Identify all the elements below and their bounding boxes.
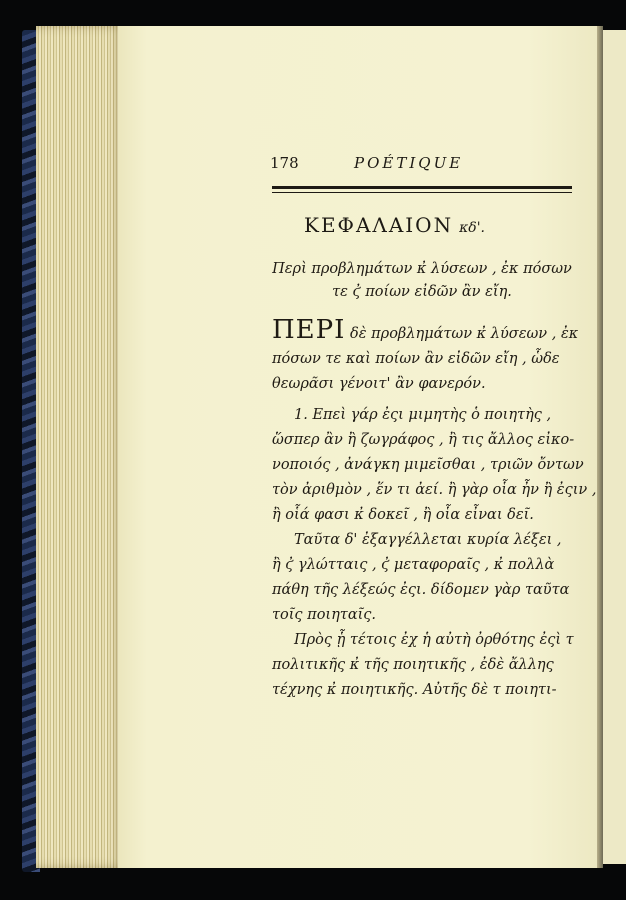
- paragraph-3: [272, 628, 572, 703]
- subtitle-line: τε ϛ̓ ποίων εἰδῶν ἂν εἴη.: [332, 284, 512, 300]
- facing-page-edge: [603, 30, 626, 864]
- text-line: πολιτικῆς κ̓ τῆς ποιητικῆς , ἐδὲ ἄλλης: [272, 657, 554, 673]
- text-line: πάθη τῆς λέξεώς ἐςι. δίδομεν γὰρ ταῦτα: [272, 582, 570, 598]
- text-line: ἢ οἷά φασι κ̓ δοκεῖ , ἢ οἷα εἶναι δεῖ.: [272, 507, 534, 523]
- page-edges-stack: [36, 26, 124, 868]
- subtitle-line: Περὶ προβλημάτων κ̓ λύσεων , ἐκ πόσων: [272, 261, 572, 277]
- drop-initial: ΠΕΡΙ: [272, 315, 346, 345]
- text-line: τέχνης κ̓ ποιητικῆς. Αὐτῆς δὲ τ ποιητι-: [272, 682, 557, 698]
- text-line: ἢ ϛ̓ γλώτταις , ϛ̓ μεταφοραῖς , κ̓ πολλὰ: [272, 557, 555, 573]
- text-line: τὸν ἀριθμὸν , ἕν τι ἀεί. ἢ γὰρ οἷα ἦν ἢ ἐςιν ,: [272, 482, 597, 498]
- intro-line: [272, 315, 579, 347]
- running-header: [270, 154, 570, 178]
- page-number: 178: [270, 154, 299, 172]
- chapter-number: κδ'.: [459, 220, 485, 236]
- text-line: τοῖς ποιηταῖς.: [272, 607, 377, 623]
- intro-line-text: δὲ προβλημάτων κ̓ λύσεων , ἐκ: [350, 326, 579, 342]
- running-title: POÉTIQUE: [354, 154, 464, 172]
- paragraph-1: [272, 403, 597, 528]
- chapter-heading: [304, 213, 564, 237]
- text-line: νοποιός , ἀνάγκη μιμεῖσθαι , τριῶν ὄντων: [272, 457, 584, 473]
- intro-line: θεωρᾶσι γένοιτ' ἂν φανερόν.: [272, 376, 486, 392]
- text-line: 1. Επεὶ γάρ ἐςι μιμητὴς ὁ ποιητὴς ,: [294, 407, 552, 423]
- chapter-subtitle: [272, 258, 572, 304]
- intro-line: πόσων τε καὶ ποίων ἂν εἰδῶν εἴη , ὧδε: [272, 351, 560, 367]
- chapter-title: ΚΕΦΑΛΑΙΟΝ: [304, 213, 454, 237]
- header-rule: [272, 186, 572, 193]
- body-text: [272, 403, 597, 703]
- text-line: ὥσπερ ἂν ἢ ζωγράφος , ἢ τις ἄλλος εἰκο-: [272, 432, 575, 448]
- intro-paragraph: [272, 315, 579, 397]
- text-line: Ταῦτα δ' ἐξαγγέλλεται κυρία λέξει ,: [294, 532, 562, 548]
- paragraph-2: [272, 528, 572, 628]
- text-line: Πρὸς ᾗ τέτοις ἐχ ἡ αὐτὴ ὀρθότης ἐςὶ τ: [294, 632, 574, 648]
